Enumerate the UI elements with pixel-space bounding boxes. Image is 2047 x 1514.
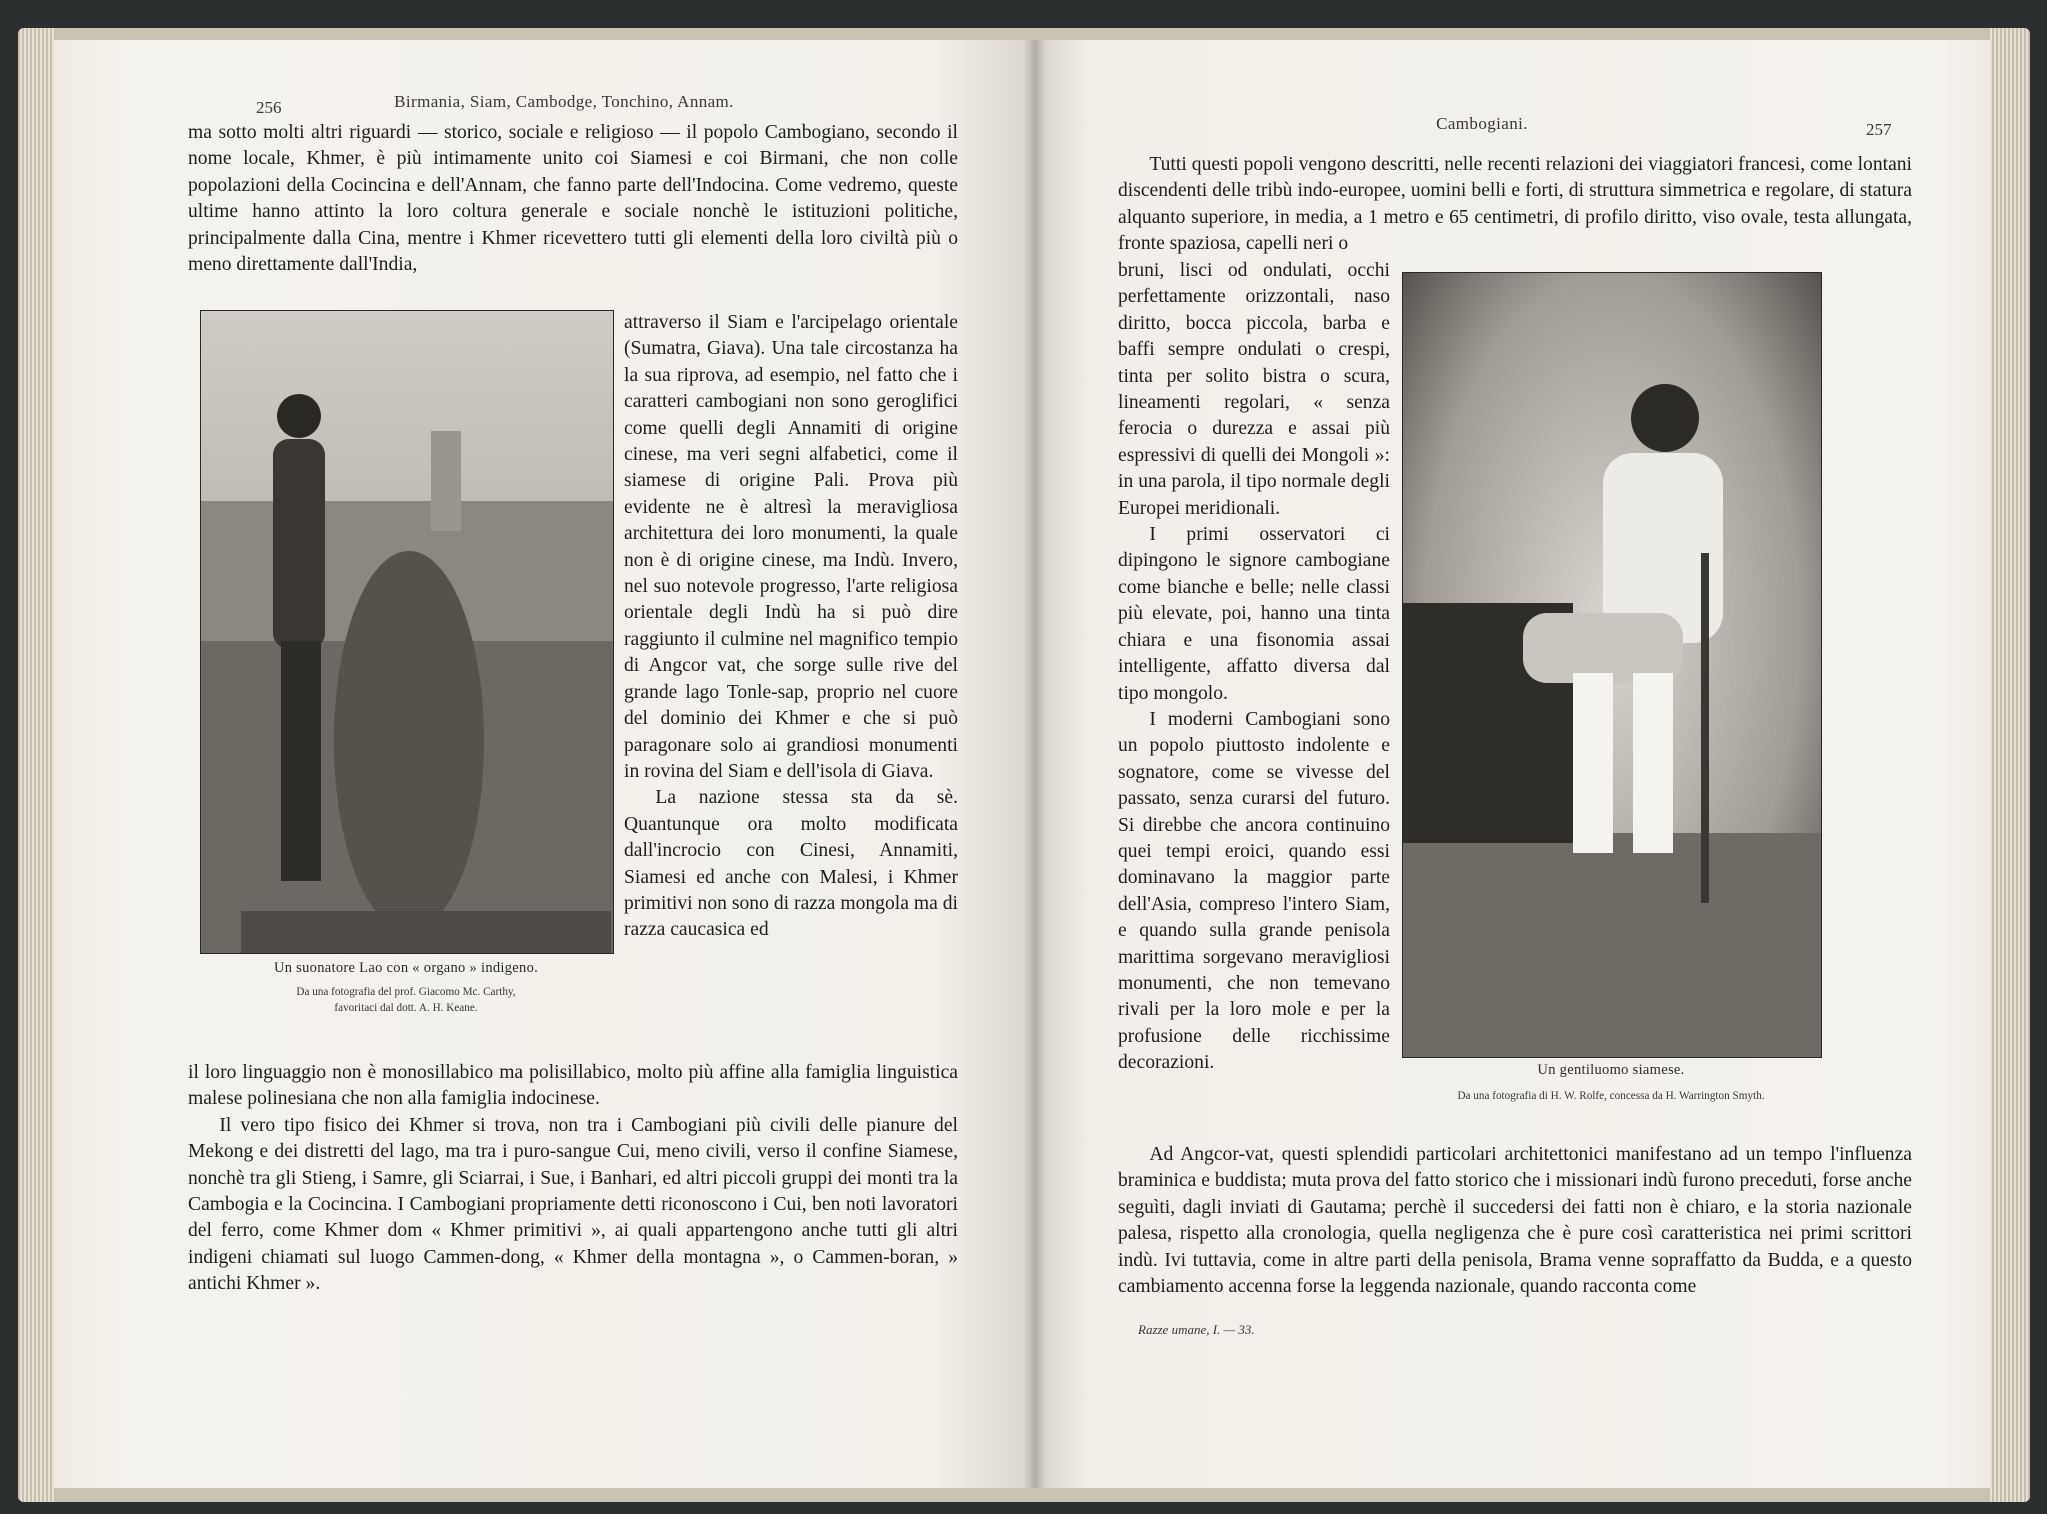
photo-image: [1403, 273, 1821, 1057]
body-text-bottom: [188, 1060, 958, 1298]
figure-photo-lao-musician: [200, 310, 614, 954]
figure-caption: Un suonatore Lao con « organo » indigeno.: [273, 960, 539, 976]
figure-photo-siamese-gentleman: [1402, 272, 1822, 1058]
book-gutter: [1024, 40, 1046, 1488]
page-edges-left: [18, 28, 54, 1502]
paragraph: Il vero tipo fisico dei Khmer si trova, non tra i Cambogiani più civili delle pianure del Mekong e dei distretti del lago, ma tra i puro-sangue Cui, meno civili, verso il confine Siamese, nonchè tra gli Stieng, i Samre, gli Sciarrai, i Sue, i Banhari, ed altri piccoli gruppi dei monti tra la Cambogia e la Cocincina. I Cambogiani propriamente detti riconoscono i Cui, ben noti lavoratori del ferro, come Khmer dom « Khmer primitivi », ai quali appartengono anche tutti gli altri indigeni chiamati sul luogo Cammen-dong, « Khmer della montagna », o Cammen-boran, » antichi Khmer ».: [188, 1114, 958, 1295]
paragraph: Tutti questi popoli vengono descritti, nelle recenti relazioni dei viaggiatori francesi, come lontani discendenti delle tribù indo-europee, uomini belli e forti, di struttura simmetrica e regolare, di statura alquanto superiore, in media, a 1 metro e 65 centimetri, di profilo diritto, viso ovale, testa allungata, fronte spaziosa, capelli neri o: [1118, 154, 1912, 255]
body-text-top: [1118, 152, 1912, 258]
open-book: [18, 28, 2030, 1502]
body-text-bottom: [1118, 1142, 1912, 1300]
running-head: Birmania, Siam, Cambodge, Tonchino, Annam.: [394, 92, 734, 111]
paragraph: il loro linguaggio non è monosillabico ma polisillabico, molto più affine alla famiglia linguistica malese polinesiana che non alla famiglia indocinese.: [188, 1062, 958, 1110]
paragraph: ma sotto molti altri riguardi — storico, sociale e religioso — il popolo Cambogiano, secondo il nome locale, Khmer, è più intimamente unito coi Siamesi e coi Birmani, che non colle popolazioni della Cocincina e dell'Annam, che fanno parte dell'Indocina. Come vedremo, queste ultime hanno attinto la loro coltura generale e sociale nonchè le istituzioni politiche, principalmente dalla Cina, mentre i Khmer ricevettero tutti gli elementi della loro civiltà più o meno direttamente dall'India,: [188, 122, 958, 276]
left-page: [54, 40, 1034, 1488]
paragraph: bruni, lisci od ondulati, occhi perfettamente orizzontali, naso diritto, bocca piccola, barba e baffi sempre ondulati o crespi, tinta per solito bistra o scura, lineamenti regolari, « senza ferocia o durezza e assai più espressivi di quelli dei Mongoli »: in una parola, il tipo normale degli Europei meridionali.: [1118, 260, 1390, 519]
printer-signature: Razze umane, I. — 33.: [1138, 1322, 1255, 1337]
paragraph: La nazione stessa sta da sè. Quantunque ora molto modificata dall'incrocio con Cinesi, Annamiti, Siamesi ed anche con Malesi, i Khmer primitivi non sono di razza mongola ma di razza caucasica ed: [624, 787, 958, 941]
paragraph: I moderni Cambogiani sono un popolo piuttosto indolente e sognatore, come se vivesse del passato, senza curarsi del futuro. Si direbbe che ancora continuino quei tempi eroici, quando essi dominavano la maggior parte dell'Asia, compreso l'intero Siam, e quando sulla grande penisola marittima sorgevano meravigliosi monumenti, che non temevano rivali per la loro mole e per la profusione delle ricchissime decorazioni.: [1118, 708, 1390, 1074]
credit-line: favoritaci dal dott. A. H. Keane.: [334, 1002, 478, 1014]
page-edges-right: [1990, 28, 2030, 1502]
page-number: 257: [1866, 120, 1892, 139]
paragraph: Ad Angcor-vat, questi splendidi particolari architettonici manifestano ad un tempo l'influenza braminica e buddista; muta prova del fatto storico che i missionari indù furono preceduti, forse anche seguìti, dagli inviati di Gautama; perchè il succedersi dei fatti non è chiaro, e la storia nazionale palesa, rispetto alla cronologia, quella negligenza che è pure così caratteristica nei primi scrittori indù. Ivi tuttavia, come in altre parti della penisola, Brama venne sopraffatto da Budda, e a questo cambiamento accenna forse la leggenda nazionale, quando racconta come: [1118, 1144, 1912, 1298]
body-text-column: [624, 310, 958, 944]
credit-line: Da una fotografia del prof. Giacomo Mc. Carthy,: [296, 986, 516, 998]
paragraph: I primi osservatori ci dipingono le signore cambogiane come bianche e belle; nelle classi più elevate, poi, hanno una tinta chiara e una fisonomia assai intelligente, affatto diversa dal tipo mongolo.: [1118, 524, 1390, 704]
running-head: Cambogiani.: [1436, 114, 1528, 133]
body-text-column: [1118, 258, 1390, 1077]
figure-credit: Da una fotografia di H. W. Rolfe, concessa da H. Warrington Smyth.: [1457, 1090, 1765, 1102]
paragraph: attraverso il Siam e l'arcipelago orientale (Sumatra, Giava). Una tale circostanza ha la sua riprova, ad esempio, nel fatto che i caratteri cambogiani non sono geroglifici come quelli degli Annamiti di origine cinese, ma veri segni alfabetici, come il siamese di origine Pali. Prova più evidente ne è altresì la meravigliosa architettura dei loro monumenti, la quale non è di origine cinese, ma Indù. Invero, nel suo notevole progresso, l'arte religiosa orientale degli Indù ha si può dire raggiunto il culmine nel magnifico tempio di Angcor vat, che sorge sulle rive del grande lago Tonle-sap, proprio nel cuore del dominio dei Khmer e che si può paragonare solo ai grandiosi monumenti in rovina del Siam e dell'isola di Giava.: [624, 312, 958, 782]
right-page: [1034, 40, 1990, 1488]
figure-caption: Un gentiluomo siamese.: [1537, 1062, 1685, 1078]
page-number: 256: [256, 98, 282, 117]
body-text-top: [188, 120, 958, 278]
figure-credit: [200, 984, 612, 1016]
photo-image: [201, 311, 613, 953]
